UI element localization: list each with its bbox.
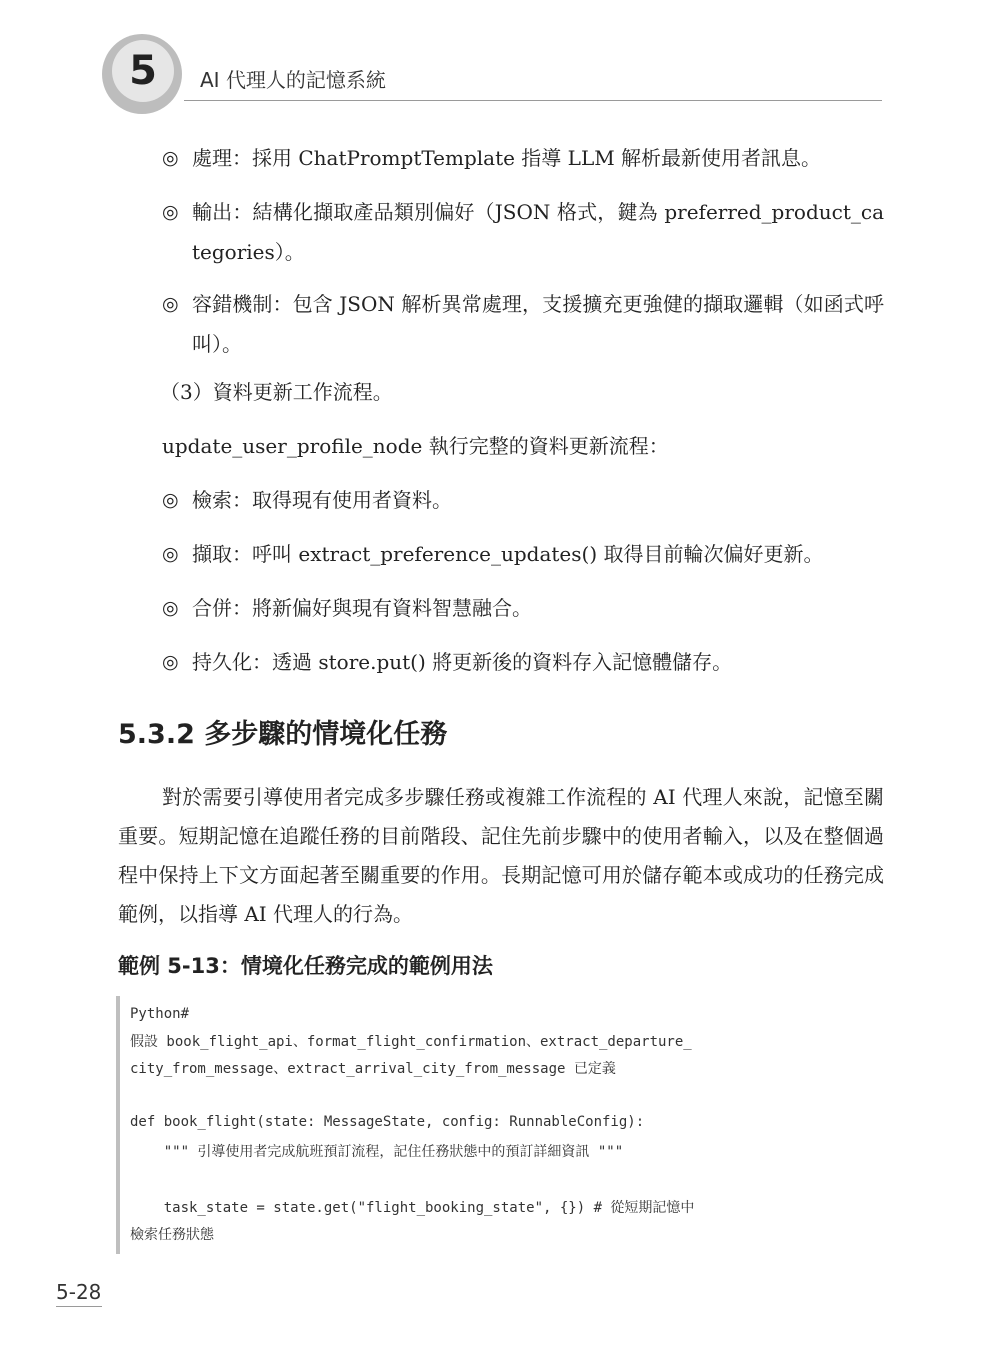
bullet-marker: ◎ — [162, 489, 179, 511]
bullet-item-output — [162, 192, 884, 272]
bullet-marker: ◎ — [162, 651, 179, 673]
bullet-marker: ◎ — [162, 147, 179, 169]
step-heading: （3）資料更新工作流程。 — [160, 380, 393, 404]
bullet-item-merge — [162, 588, 884, 628]
bullet-text: 輸出：結構化擷取產品類別偏好（JSON 格式，鍵為 preferred_product_categories）。 — [192, 200, 884, 264]
code-line: city_from_message、extract_arrival_city_from_message 已定義 — [130, 1061, 616, 1077]
code-block-bar — [116, 996, 120, 1254]
header-divider — [184, 100, 882, 101]
bullet-text: 擷取：呼叫 extract_preference_updates() 取得目前輪次偏好更新。 — [192, 542, 824, 566]
example-title: 範例 5-13：情境化任務完成的範例用法 — [118, 954, 493, 978]
bullet-marker: ◎ — [162, 597, 179, 619]
bullet-text: 容錯機制：包含 JSON 解析異常處理，支援擴充更強健的擷取邏輯（如函式呼叫）。 — [192, 292, 884, 356]
bullet-marker: ◎ — [162, 543, 179, 565]
bullet-marker: ◎ — [162, 293, 179, 315]
bullet-marker: ◎ — [162, 201, 179, 223]
code-line: 檢索任務狀態 — [130, 1227, 214, 1243]
section-paragraph: 對於需要引導使用者完成多步驟任務或複雜工作流程的 AI 代理人來說，記憶至關重要。短期記憶在追蹤任務的目前階段、記住先前步驟中的使用者輸入，以及在整個過程中保持上下文方面起著至關重要的作用。長期記憶可用於儲存範本或成功的任務完成範例，以指導 AI 代理人的行為。 — [118, 785, 884, 926]
chapter-title: AI 代理人的記憶系統 — [200, 68, 386, 92]
bullet-text: 持久化：透過 store.put() 將更新後的資料存入記憶體儲存。 — [192, 650, 733, 674]
code-line: def book_flight(state: MessageState, config: RunnableConfig): — [130, 1114, 645, 1130]
code-line: Python# — [130, 1006, 190, 1022]
chapter-number: 5 — [112, 40, 174, 102]
code-line: 假設 book_flight_api、format_flight_confirmation、extract_departure_ — [130, 1034, 692, 1050]
code-line: """ 引導使用者完成航班預訂流程，記住任務狀態中的預訂詳細資訊 """ — [130, 1144, 624, 1160]
bullet-item-retrieve — [162, 480, 884, 520]
bullet-text: 處理：採用 ChatPromptTemplate 指導 LLM 解析最新使用者訊息。 — [192, 146, 822, 170]
step-intro: update_user_profile_node 執行完整的資料更新流程： — [162, 434, 669, 458]
page-number: 5-28 — [56, 1280, 102, 1304]
bullet-text: 合併：將新偏好與現有資料智慧融合。 — [192, 596, 532, 620]
bullet-item-extract — [162, 534, 884, 574]
code-line: task_state = state.get("flight_booking_state", {}) # 從短期記憶中 — [130, 1200, 695, 1216]
section-heading: 5.3.2 多步驟的情境化任務 — [118, 719, 448, 750]
footer-divider — [56, 1306, 102, 1307]
bullet-item-fault-tolerance — [162, 284, 884, 364]
bullet-item-processing — [162, 138, 884, 178]
bullet-text: 檢索：取得現有使用者資料。 — [192, 488, 452, 512]
bullet-item-persist — [162, 642, 884, 682]
